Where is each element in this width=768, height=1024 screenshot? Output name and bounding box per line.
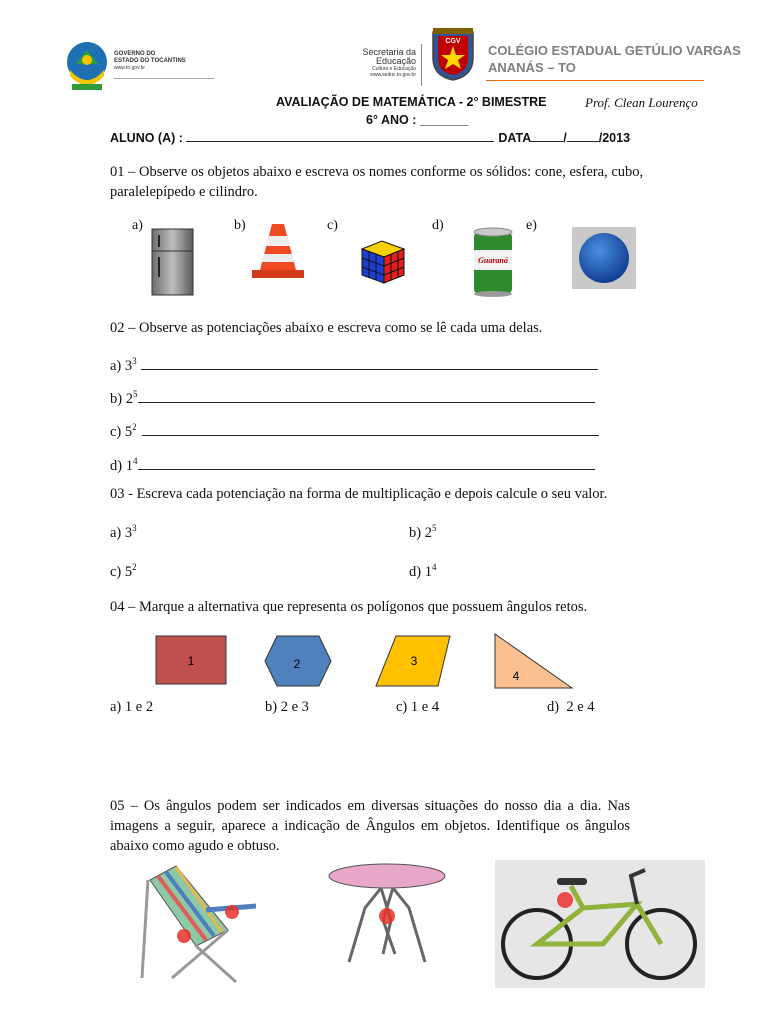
q4-option-c[interactable]: c) 1 e 4 bbox=[396, 699, 440, 715]
question-1-text: 01 – Observe os objetos abaixo e escreva os nomes conforme os sólidos: cone, esfera, cubo, paralelepípedo e cilindro. bbox=[110, 164, 644, 200]
q4-option-d[interactable]: d) 2 e 4 bbox=[547, 699, 595, 715]
q3-c-exp: 2 bbox=[132, 562, 137, 572]
gov-line2: ESTADO DO TOCANTINS bbox=[114, 58, 186, 64]
sec-url: www.seduc.to.gov.br bbox=[370, 72, 416, 78]
exam-title: AVALIAÇÃO DE MATEMÁTICA - 2° BIMESTRE bbox=[276, 95, 547, 109]
gov-rule bbox=[114, 78, 214, 79]
q4-option-a[interactable]: a) 1 e 2 bbox=[110, 699, 154, 715]
angle-marker bbox=[225, 905, 239, 919]
gov-url: www.to.gov.br bbox=[114, 65, 146, 71]
q3-b-label: b) 2 bbox=[409, 524, 432, 541]
q2-item-b bbox=[110, 384, 595, 409]
teacher-signature: Prof. Clean Lourenço bbox=[585, 95, 698, 110]
date-day-field[interactable] bbox=[531, 141, 563, 142]
q2-item-c bbox=[110, 417, 599, 442]
q2-c-exp: 2 bbox=[132, 422, 137, 432]
can-brand-label: Guaraná bbox=[478, 256, 508, 265]
q2-b-exp: 5 bbox=[132, 389, 138, 399]
q2-a-answer-line[interactable] bbox=[141, 369, 598, 370]
q2-c-answer-line[interactable] bbox=[142, 435, 599, 436]
question-4-text: 04 – Marque a alternativa que representa os polígonos que possuem ângulos retos. bbox=[110, 599, 588, 615]
angle-marker bbox=[557, 892, 573, 908]
refrigerator-icon bbox=[150, 227, 195, 297]
question-3-text: 03 - Escreva cada potenciação na forma de multiplicação e depois calcule o seu valor. bbox=[110, 486, 608, 502]
sec-line3: Cultura e Educação bbox=[372, 66, 416, 72]
student-label: ALUNO (A) : bbox=[110, 131, 187, 145]
q2-d-answer-line[interactable] bbox=[138, 469, 595, 470]
q3-item-b bbox=[409, 518, 436, 543]
q3-item-a bbox=[110, 518, 137, 543]
shape-3-label: 3 bbox=[410, 654, 418, 668]
q2-d-label: d) 1 bbox=[110, 457, 133, 474]
q3-a-exp: 3 bbox=[132, 523, 137, 533]
q3-d-label: d) 1 bbox=[409, 563, 432, 580]
q1-label-e: e) bbox=[526, 218, 537, 233]
rubiks-cube-icon bbox=[358, 237, 408, 287]
blue-ball-icon bbox=[572, 227, 636, 289]
angle-marker bbox=[379, 908, 395, 924]
crest-text: CGV bbox=[445, 38, 461, 45]
question-2-text: 02 – Observe as potenciações abaixo e escreva como se lê cada uma delas. bbox=[110, 320, 543, 336]
q2-d-exp: 4 bbox=[132, 456, 138, 466]
q1-label-b: b) bbox=[234, 218, 246, 233]
date-year: /2013 bbox=[598, 131, 631, 145]
q3-d-exp: 4 bbox=[431, 562, 437, 572]
grade-label: 6° ANO : _______ bbox=[366, 113, 469, 127]
student-name-field[interactable] bbox=[186, 141, 494, 142]
shape-1-label: 1 bbox=[187, 654, 195, 668]
q2-a-label: a) 3 bbox=[110, 357, 133, 374]
q1-label-d: d) bbox=[432, 218, 444, 233]
beach-chair-icon bbox=[136, 860, 276, 988]
q1-label-a: a) bbox=[132, 218, 143, 233]
gov-logo-text bbox=[114, 51, 186, 72]
secretaria-logo-text bbox=[350, 48, 416, 78]
date-sep: / bbox=[563, 131, 567, 145]
sec-line1: Secretaria da bbox=[362, 47, 416, 57]
q3-a-label: a) 3 bbox=[110, 524, 133, 541]
q3-b-exp: 5 bbox=[431, 523, 437, 533]
shape-4-label: 4 bbox=[512, 669, 520, 683]
q2-item-d bbox=[110, 451, 595, 476]
q2-b-label: b) 2 bbox=[110, 390, 133, 407]
q1-label-c: c) bbox=[327, 218, 338, 233]
school-city: ANANÁS – TO bbox=[488, 60, 576, 75]
bicycle-icon bbox=[495, 860, 705, 988]
gov-line1: GOVERNO DO bbox=[114, 51, 156, 57]
q2-a-exp: 3 bbox=[132, 356, 137, 366]
q2-c-label: c) 5 bbox=[110, 423, 133, 440]
q4-option-b[interactable]: b) 2 e 3 bbox=[265, 699, 309, 715]
table-icon bbox=[325, 862, 450, 968]
q2-b-answer-line[interactable] bbox=[138, 402, 595, 403]
student-row bbox=[110, 131, 630, 145]
school-name: COLÉGIO ESTADUAL GETÚLIO VARGAS bbox=[488, 43, 741, 58]
q3-c-label: c) 5 bbox=[110, 563, 133, 580]
sec-line2: Educação bbox=[375, 56, 416, 66]
angle-marker bbox=[177, 929, 191, 943]
polygons-figure bbox=[150, 630, 580, 694]
right-triangle-shape-4 bbox=[495, 634, 572, 688]
q3-item-d bbox=[409, 557, 436, 582]
date-month-field[interactable] bbox=[567, 141, 599, 142]
school-rule bbox=[486, 80, 704, 81]
question-5-text: 05 – Os ângulos podem ser indicados em diversas situações do nosso dia a dia. Nas imagens a seguir, aparece a indicação de Ângulos em objetos. Identifique os ângulos abaixo como agudo e obtuso. bbox=[110, 798, 630, 854]
sec-divider bbox=[421, 44, 422, 86]
school-crest-icon bbox=[428, 28, 478, 82]
q2-item-a bbox=[110, 351, 598, 376]
date-label: DATA bbox=[498, 131, 532, 145]
q3-item-c bbox=[110, 557, 137, 582]
tocantins-government-logo-icon bbox=[64, 40, 110, 92]
traffic-cone-icon bbox=[250, 222, 306, 280]
shape-2-label: 2 bbox=[293, 657, 301, 671]
